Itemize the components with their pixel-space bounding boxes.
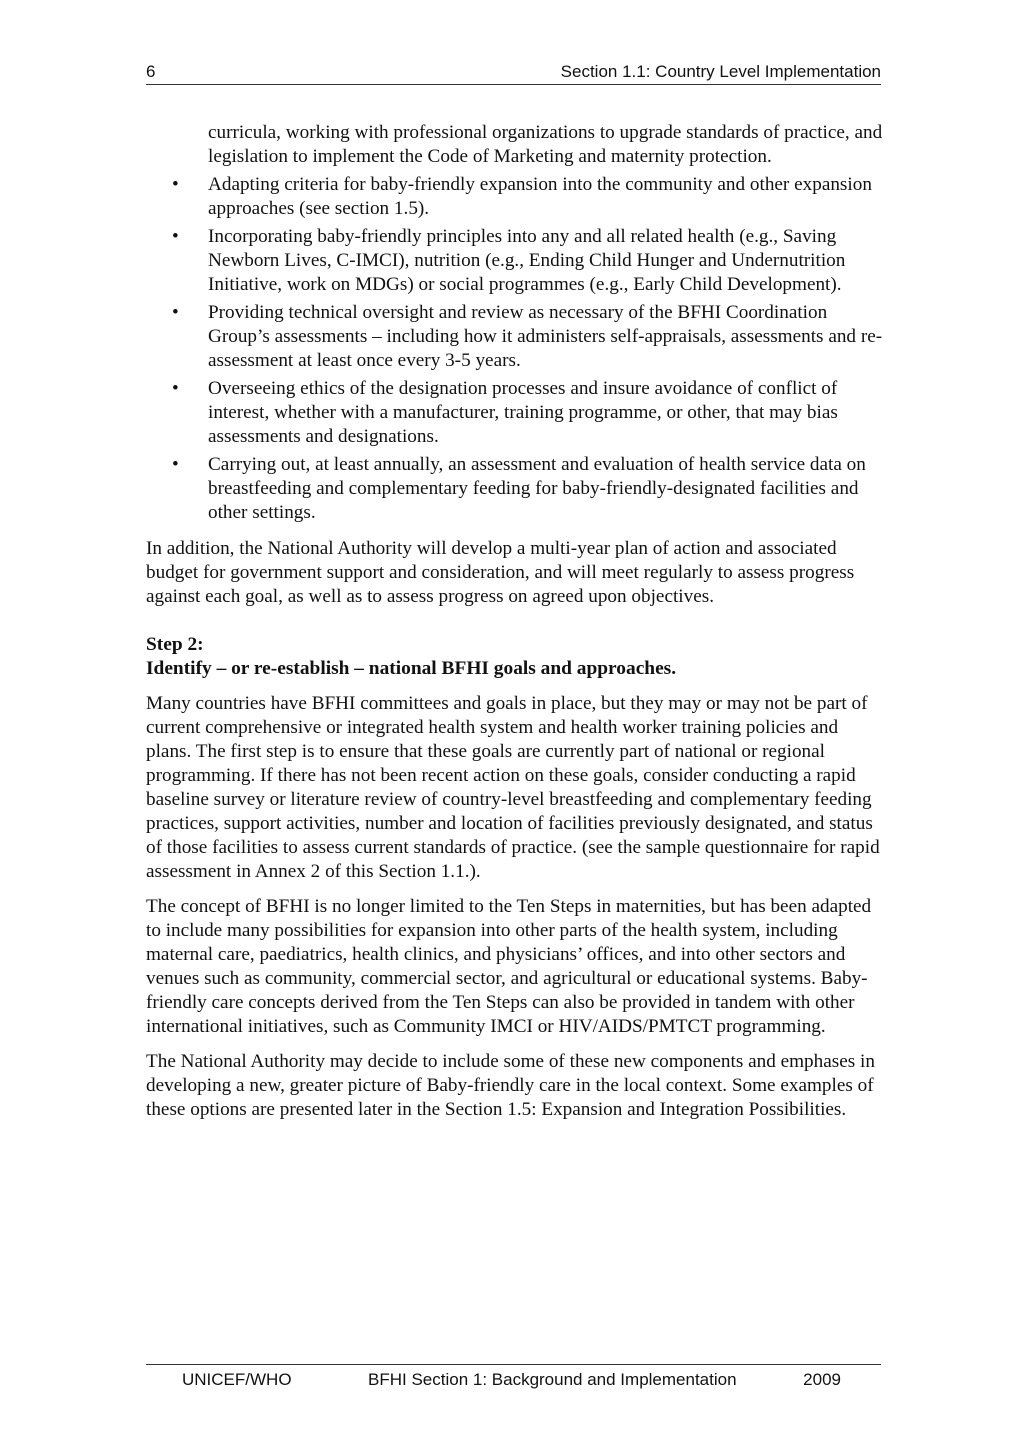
list-item [146, 225, 886, 297]
list-item [146, 173, 886, 221]
footer-document-title: BFHI Section 1: Background and Implementation [368, 1370, 737, 1389]
footer-year: 2009 [803, 1370, 841, 1389]
bullet-icon: • [172, 302, 179, 323]
bullet-icon: • [172, 174, 179, 195]
bullet-icon: • [172, 454, 179, 475]
bullet-icon: • [172, 378, 179, 399]
bullet-list [146, 173, 886, 525]
list-item [146, 301, 886, 373]
list-item-text: Adapting criteria for baby-friendly expansion into the community and other expansion approaches (see section 1.5). [208, 174, 872, 219]
continued-bullet-text: curricula, working with professional organizations to upgrade standards of practice, and legislation to implement the Code of Marketing and maternity protection. [208, 122, 883, 167]
list-item-text: Overseeing ethics of the designation processes and insure avoidance of conflict of interest, whether with a manufacturer, training programme, or other, that may bias assessments and designations. [208, 378, 838, 447]
step-label: Step 2: [146, 634, 204, 655]
list-item-text: Providing technical oversight and review as necessary of the BFHI Coordination Group’s assessments – including how it administers self-appraisals, assessments and re-assessment at least once every 3-5 years. [208, 302, 883, 371]
paragraph-bfhi-concept: The concept of BFHI is no longer limited to the Ten Steps in maternities, but has been adapted to include many possibilities for expansion into other parts of the health system, including maternal care, paediatrics, health clinics, and physicians’ offices, and into other sectors and venues such as community, commercial sector, and agricultural or educational systems. Baby-friendly care concepts derived from the Ten Steps can also be provided in tandem with other international initiatives, such as Community IMCI or HIV/AIDS/PMTCT programming. [146, 896, 872, 1037]
page-number: 6 [146, 62, 156, 81]
list-item [146, 453, 886, 525]
footer-organization: UNICEF/WHO [182, 1370, 292, 1389]
page-content [146, 121, 886, 1133]
list-item-text: Carrying out, at least annually, an assessment and evaluation of health service data on breastfeeding and complementary feeding for baby-friendly-designated facilities and other settings. [208, 454, 866, 523]
step-title: Identify – or re-establish – national BFHI goals and approaches. [146, 658, 677, 679]
page-header [146, 60, 881, 85]
paragraph-new-components: The National Authority may decide to include some of these new components and emphases in developing a new, greater picture of Baby-friendly care in the local context. Some examples of these options are presented later in the Section 1.5: Expansion and Integration Possibilities. [146, 1051, 875, 1120]
page-footer [146, 1364, 881, 1393]
step-heading [146, 633, 886, 681]
list-item [146, 377, 886, 449]
paragraph-national-authority-plan: In addition, the National Authority will develop a multi-year plan of action and associated budget for government support and consideration, and will meet regularly to assess progress against each goal, as well as to assess progress on agreed upon objectives. [146, 538, 855, 607]
running-header-title: Section 1.1: Country Level Implementation [560, 62, 881, 81]
list-item-text: Incorporating baby-friendly principles into any and all related health (e.g., Saving Newborn Lives, C-IMCI), nutrition (e.g., Ending Child Hunger and Undernutrition Initiative, work on MDGs) or social programmes (e.g., Early Child Development). [208, 226, 846, 295]
bullet-icon: • [172, 226, 179, 247]
paragraph-existing-committees: Many countries have BFHI committees and goals in place, but they may or may not be part of current comprehensive or integrated health system and health worker training policies and plans. The first step is to ensure that these goals are currently part of national or regional programming. If there has not been recent action on these goals, consider conducting a rapid baseline survey or literature review of country-level breastfeeding and complementary feeding practices, support activities, number and location of facilities previously designated, and status of those facilities to assess current standards of practice. (see the sample questionnaire for rapid assessment in Annex 2 of this Section 1.1.). [146, 693, 880, 882]
